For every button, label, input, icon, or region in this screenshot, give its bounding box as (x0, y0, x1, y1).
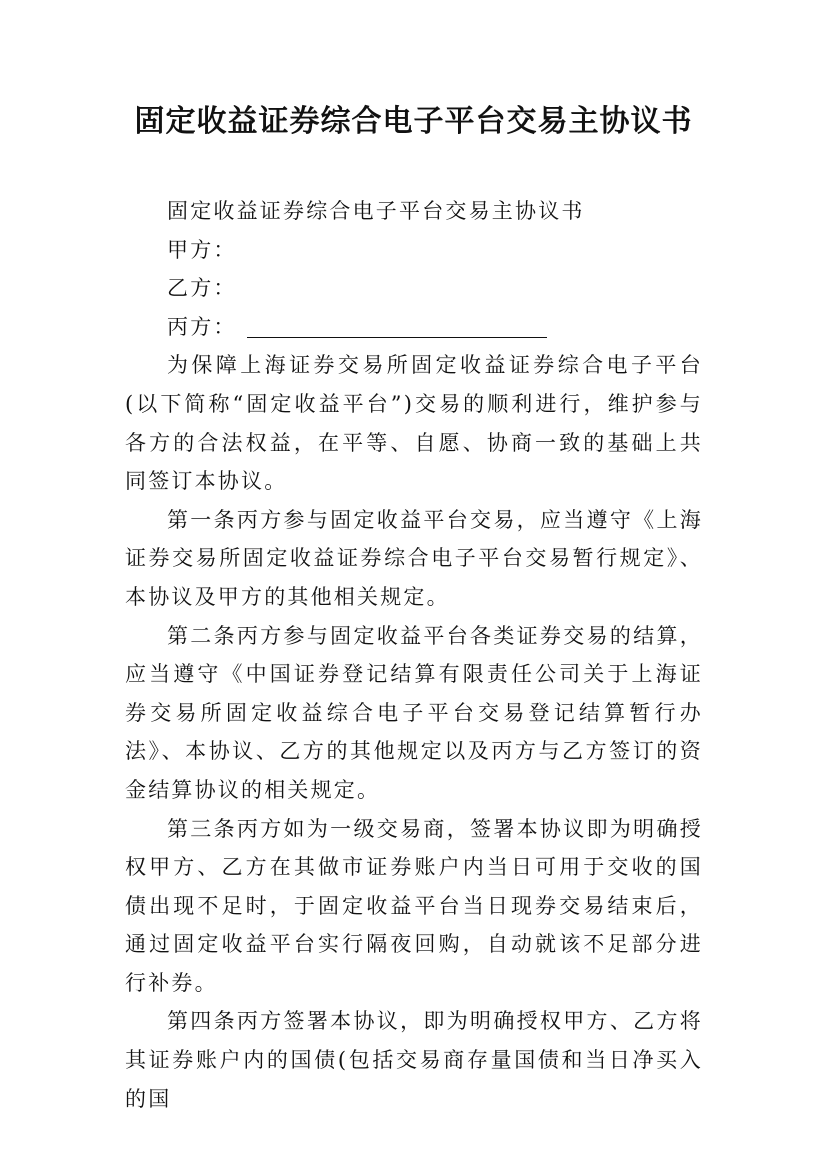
article-2: 第二条丙方参与固定收益平台各类证券交易的结算，应当遵守《中国证券登记结算有限责任公司关于上海证券交易所固定收益综合电子平台交易登记结算暂行办法》、本协议、乙方的其他规定以及丙方与乙方签订的资金结算协议的相关规定。 (125, 623, 703, 802)
article-3: 第三条丙方如为一级交易商，签署本协议即为明确授权甲方、乙方在其做市证券账户内当日可用于交收的国债出现不足时，于固定收益平台当日现券交易结束后，通过固定收益平台实行隔夜回购，自动就该不足部分进行补券。 (125, 816, 703, 995)
document-body (125, 192, 703, 1118)
article-4: 第四条丙方签署本协议，即为明确授权甲方、乙方将其证券账户内的国债(包括交易商存量国债和当日净买入的国 (125, 1009, 703, 1111)
party-c-line (125, 308, 703, 347)
preamble-paragraph: 为保障上海证券交易所固定收益证券综合电子平台(以下简称“固定收益平台”)交易的顺利进行，维护参与各方的合法权益，在平等、自愿、协商一致的基础上共同签订本协议。 (125, 353, 703, 494)
document-title: 固定收益证券综合电子平台交易主协议书 (134, 104, 693, 139)
article-1: 第一条丙方参与固定收益平台交易，应当遵守《上海证券交易所固定收益证券综合电子平台交易暂行规定》、本协议及甲方的其他相关规定。 (125, 507, 703, 609)
party-b-label: 乙方： (167, 276, 237, 301)
document-subtitle: 固定收益证券综合电子平台交易主协议书 (167, 199, 585, 223)
party-a-label: 甲方： (167, 237, 237, 262)
party-c-blank-line (247, 313, 547, 338)
party-c-label: 丙方： (167, 314, 237, 339)
